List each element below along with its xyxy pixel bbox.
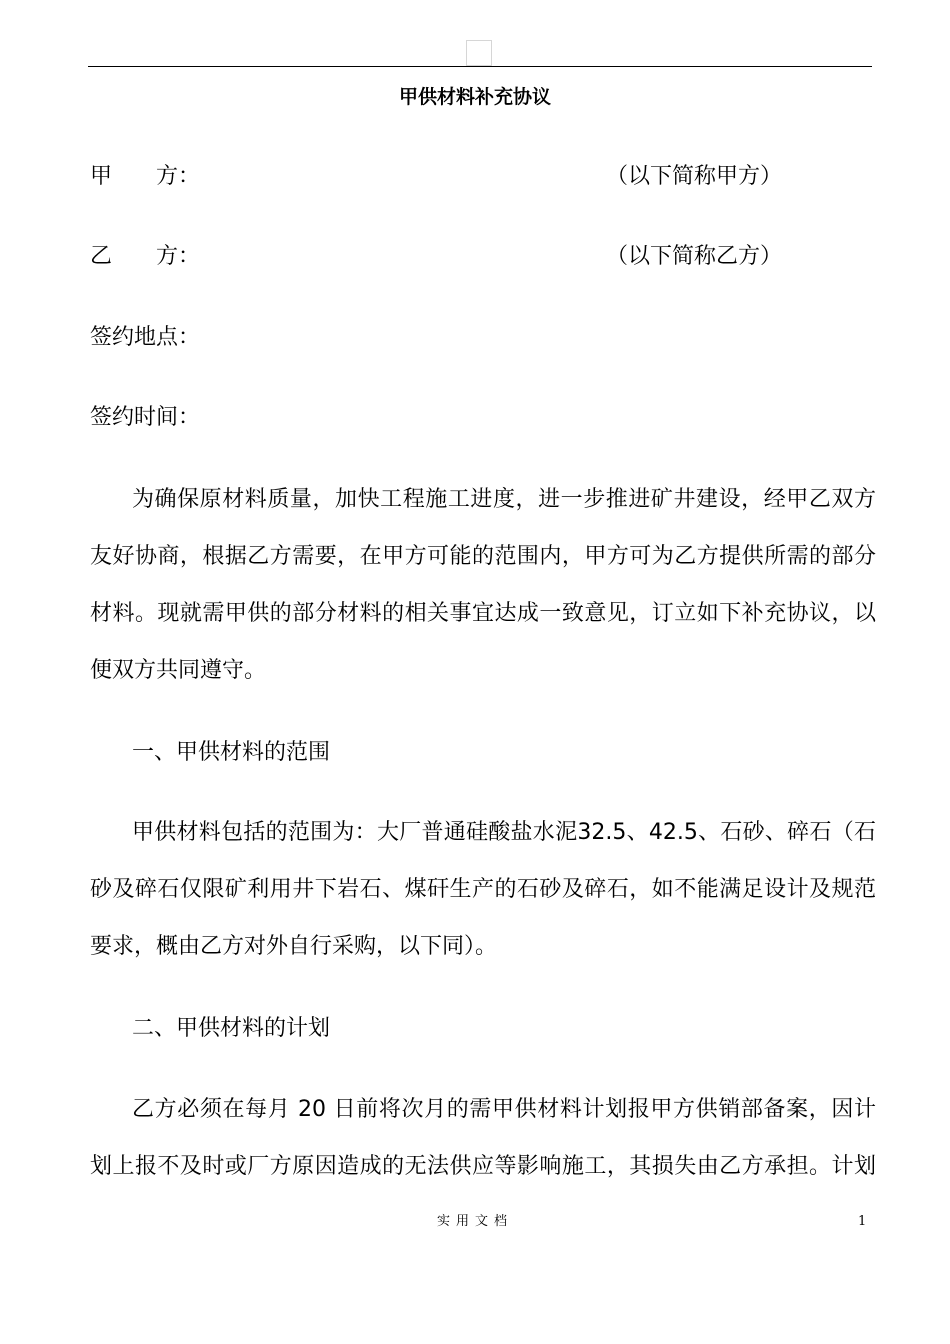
party-a-label-suffix: 方：	[156, 164, 201, 189]
paragraph-line: 甲供材料包括的范围为：大厂普通硅酸盐水泥32.5、42.5、石砂、碎石（石	[132, 820, 876, 845]
paragraph-line: 友好协商，根据乙方需要，在甲方可能的范围内，甲方可为乙方提供所需的部分	[90, 544, 876, 569]
section-1-heading: 一、甲供材料的范围	[132, 740, 331, 765]
header-mark	[466, 40, 492, 66]
paragraph-line: 便双方共同遵守。	[90, 658, 267, 683]
paragraph-line: 乙方必须在每月 20 日前将次月的需甲供材料计划报甲方供销部备案，因计	[132, 1097, 876, 1122]
party-b-label-suffix: 方：	[156, 244, 201, 269]
party-a-note: （以下简称甲方）	[606, 164, 783, 189]
intro-paragraph	[90, 471, 876, 699]
section-2-heading: 二、甲供材料的计划	[132, 1016, 331, 1041]
sign-time-label: 签约时间：	[90, 405, 201, 430]
paragraph-line: 为确保原材料质量，加快工程施工进度，进一步推进矿井建设，经甲乙双方	[132, 487, 876, 512]
paragraph-line: 要求，概由乙方对外自行采购，以下同）。	[90, 934, 498, 959]
footer-label: 实用文档	[436, 1214, 513, 1229]
party-a-label-char: 甲	[90, 164, 113, 189]
paragraph-line: 划上报不及时或厂方原因造成的无法供应等影响施工，其损失由乙方承担。计划	[90, 1154, 876, 1179]
party-b-label-char: 乙	[90, 244, 113, 269]
document-title: 甲供材料补充协议	[398, 86, 551, 108]
party-b-row	[90, 239, 890, 275]
section-2-paragraph	[90, 1081, 876, 1195]
party-b-note: （以下简称乙方）	[606, 244, 783, 269]
paragraph-line: 砂及碎石仅限矿利用井下岩石、煤矸生产的石砂及碎石，如不能满足设计及规范	[90, 877, 876, 902]
section-1-paragraph	[90, 804, 876, 975]
paragraph-line: 材料。现就需甲供的部分材料的相关事宜达成一致意见，订立如下补充协议，以	[90, 601, 876, 626]
sign-place-label: 签约地点：	[90, 325, 201, 350]
page-number: 1	[858, 1214, 867, 1229]
party-a-row	[90, 159, 890, 195]
header-rule	[88, 66, 872, 67]
